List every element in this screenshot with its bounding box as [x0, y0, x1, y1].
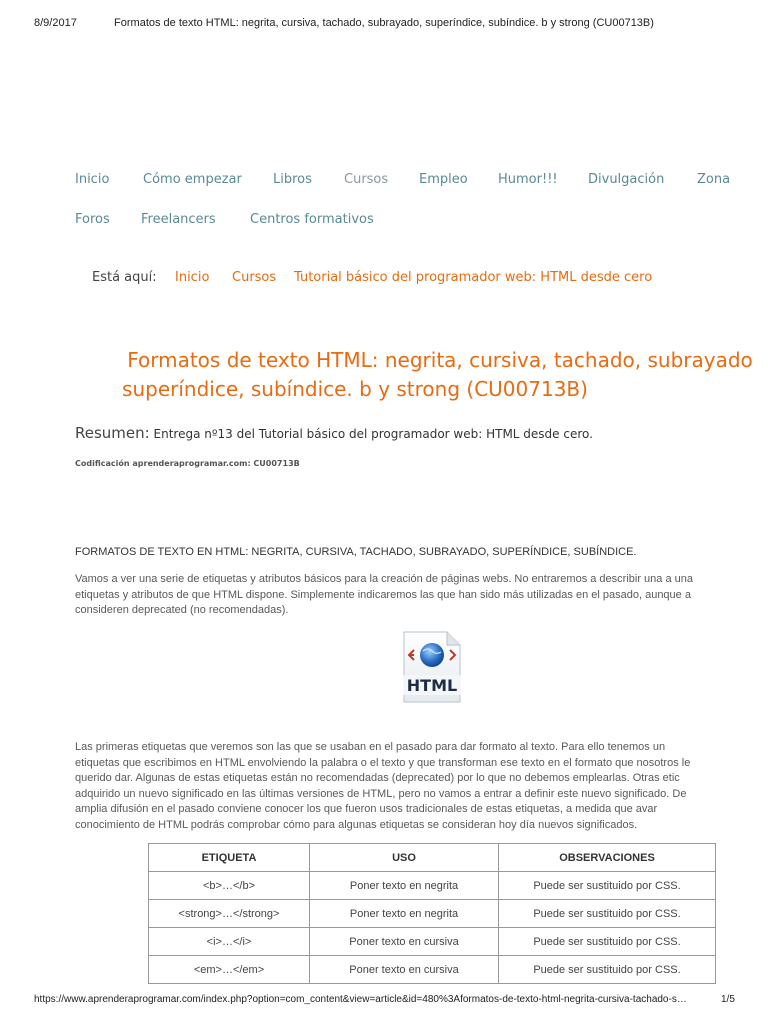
breadcrumb-item-tutorial[interactable]: Tutorial básico del programador web: HTML desde cero	[294, 270, 653, 285]
breadcrumb-item-inicio[interactable]: Inicio	[175, 270, 210, 285]
print-title: Formatos de texto HTML: negrita, cursiva, tachado, subrayado, superíndice, subíndice. b y strong (CU00713B)	[114, 17, 654, 29]
paragraph-line: conocimiento de HTML podrás comprobar cómo para algunas etiquetas se consideran hoy día nuevos significados.	[75, 818, 638, 831]
nav-link-centros-formativos[interactable]: Centros formativos	[250, 212, 374, 227]
intro-paragraph	[75, 572, 768, 619]
table-cell: Poner texto en cursiva	[310, 956, 499, 984]
summary	[75, 424, 593, 442]
paragraph-line: consideren deprecated (no recomendadas).	[75, 604, 289, 616]
tags-table	[148, 843, 716, 984]
print-url: https://www.aprenderaprogramar.com/index.php?option=com_content&view=article&id=480%3Aformatos-de-texto-html-negrita-cursiva-tachado-s…	[34, 994, 687, 1005]
table-cell: Puede ser sustituido por CSS.	[499, 872, 716, 900]
table-row	[149, 928, 716, 956]
paragraph-line: etiquetas que escribimos en HTML envolviendo la palabra o el texto y que transforman ese texto en el formato que nosotros le	[75, 756, 691, 769]
table-cell: <em>…</em>	[149, 956, 310, 984]
paragraph-line: querido dar. Algunas de estas etiquetas están no recomendadas (deprecated) por lo que no debemos emplearlas. Otras etic	[75, 772, 680, 784]
table-cell: Puede ser sustituido por CSS.	[499, 900, 716, 928]
section-heading: FORMATOS DE TEXTO EN HTML: NEGRITA, CURSIVA, TACHADO, SUBRAYADO, SUPERÍNDICE, SUBÍNDICE.	[75, 546, 637, 558]
column-header-uso: USO	[310, 844, 499, 872]
column-header-etiqueta: ETIQUETA	[149, 844, 310, 872]
summary-text: Entrega nº13 del Tutorial básico del programador web: HTML desde cero.	[153, 427, 593, 441]
nav-link-empleo[interactable]: Empleo	[419, 172, 468, 187]
table-header-row	[149, 844, 716, 872]
page-title-line1: Formatos de texto HTML: negrita, cursiva, tachado, subrayado	[127, 348, 753, 372]
paragraph-line: Vamos a ver una serie de etiquetas y atributos básicos para la creación de páginas webs. No entraremos a describir una a una	[75, 573, 693, 585]
print-footer	[0, 994, 768, 1008]
paragraph-line: adquirido un nuevo significado en las últimas versiones de HTML, pero no vamos a entrar a definir este nuevo significado. De	[75, 787, 687, 800]
nav-link-libros[interactable]: Libros	[273, 172, 312, 187]
print-header	[0, 17, 768, 31]
column-header-observaciones: OBSERVACIONES	[499, 844, 716, 872]
nav-link-inicio[interactable]: Inicio	[75, 172, 110, 187]
nav-link-freelancers[interactable]: Freelancers	[141, 212, 216, 227]
paragraph-line: etiquetas y atributos de que HTML dispone. Simplemente indicaremos las que han sido más utilizadas en el pasado, aunque a	[75, 588, 691, 601]
nav-link-foros[interactable]: Foros	[75, 212, 110, 227]
paragraph-line: Las primeras etiquetas que veremos son las que se usaban en el pasado para dar formato al texto. Para ello tenemos un	[75, 741, 666, 753]
nav-link-cursos[interactable]: Cursos	[344, 172, 389, 187]
table-cell: Poner texto en cursiva	[310, 928, 499, 956]
table-cell: Poner texto en negrita	[310, 900, 499, 928]
table-cell: Puede ser sustituido por CSS.	[499, 956, 716, 984]
summary-label: Resumen:	[75, 424, 150, 442]
page-title	[100, 346, 768, 404]
nav-link-divulgacion[interactable]: Divulgación	[588, 172, 665, 187]
breadcrumb-label: Está aquí:	[92, 270, 157, 285]
nav-link-como-empezar[interactable]: Cómo empezar	[143, 172, 242, 187]
course-code: Codificación aprenderaprogramar.com: CU00713B	[75, 459, 300, 468]
print-date: 8/9/2017	[34, 17, 77, 29]
html-file-icon	[401, 631, 463, 703]
table-cell: <strong>…</strong>	[149, 900, 310, 928]
table-cell: <b>…</b>	[149, 872, 310, 900]
table-cell: Puede ser sustituido por CSS.	[499, 928, 716, 956]
table-cell: <i>…</i>	[149, 928, 310, 956]
paragraph-line: amplia difusión en el pasado conviene conocer los que fueron usos tradicionales de estas etiquetas, a medida que avar	[75, 803, 658, 815]
nav-link-zona[interactable]: Zona	[697, 172, 731, 187]
html-icon-label: HTML	[406, 676, 458, 695]
page-number: 1/5	[721, 994, 735, 1005]
table-cell: Poner texto en negrita	[310, 872, 499, 900]
table-row	[149, 900, 716, 928]
body-paragraph	[75, 740, 768, 833]
table-row	[149, 956, 716, 984]
breadcrumb-item-cursos[interactable]: Cursos	[232, 270, 277, 285]
table-row	[149, 872, 716, 900]
nav-link-humor[interactable]: Humor!!!	[498, 172, 558, 187]
page-title-line2: superíndice, subíndice. b y strong (CU00713B)	[122, 377, 588, 401]
